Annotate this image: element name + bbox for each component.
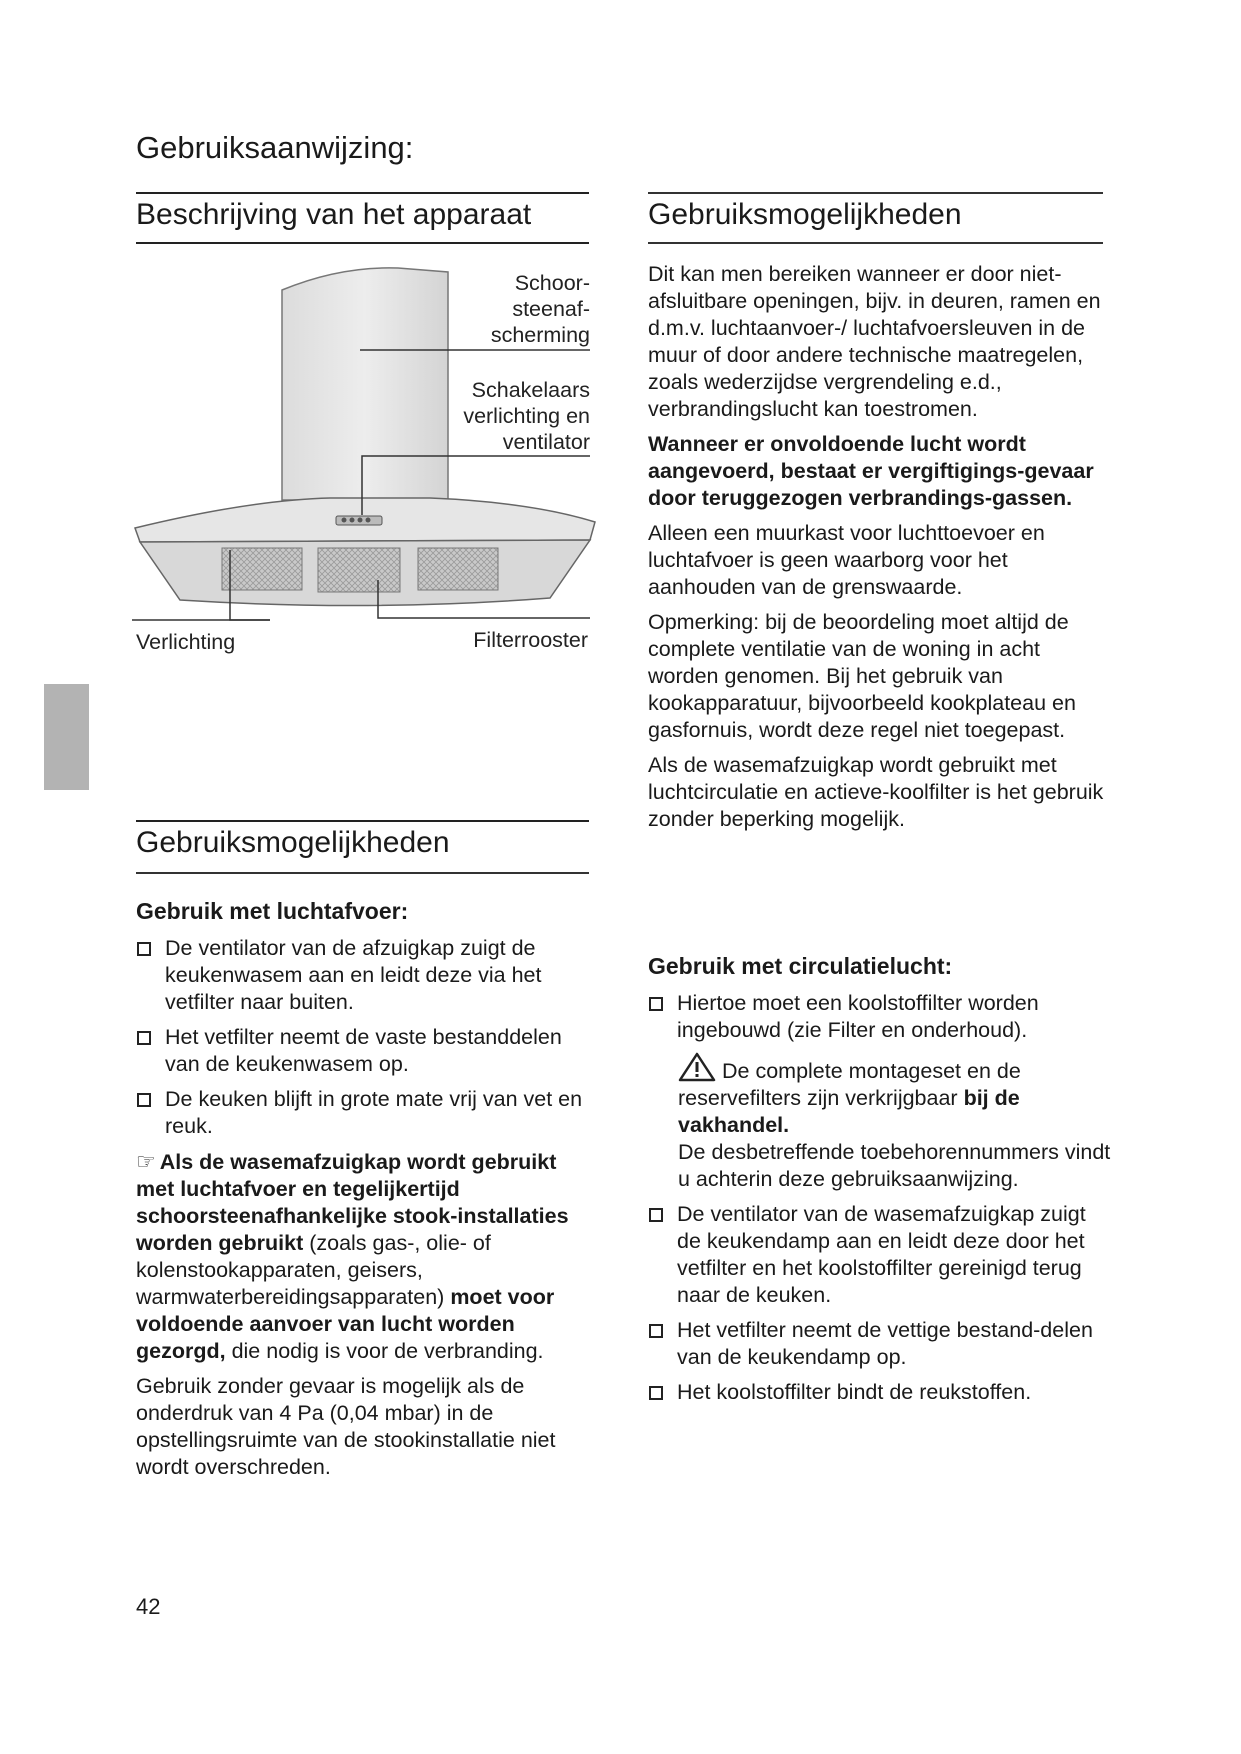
pointing-hand-icon: ☞ — [136, 1149, 156, 1174]
subheading-exhaust: Gebruik met luchtafvoer: — [136, 898, 409, 924]
list-item — [648, 1379, 1113, 1406]
list-item — [648, 1317, 1113, 1371]
subheading-circulation: Gebruik met circulatielucht: — [648, 953, 953, 979]
checkbox-bullet-icon — [137, 1093, 151, 1107]
page-title: Gebruiksaanwijzing: — [136, 130, 414, 165]
circ-item-text: Het vetfilter neemt de vettige bestand-delen van de keukendamp op. — [677, 1318, 1093, 1369]
list-item — [136, 1086, 596, 1140]
caution-text-1: De complete montageset en de reservefilters zijn verkrijgbaar — [678, 1059, 1021, 1110]
right-body-circulation — [648, 990, 1113, 1414]
circ-item-text: Hiertoe moet een koolstoffilter worden ingebouwd (zie Filter en onderhoud). — [677, 991, 1039, 1042]
note-normal-2: die nodig is voor de verbranding. — [225, 1339, 544, 1363]
list-item — [136, 935, 596, 1016]
rule-uses-bottom — [136, 872, 589, 874]
circ-item-text: De ventilator van de wasemafzuigkap zuigt de keukendamp aan en leidt deze door het vetfilter en het koolstoffilter gereinigd terug naar de keuken. — [677, 1202, 1086, 1307]
label-chimney-cover — [420, 270, 590, 348]
caution-block — [648, 1052, 1113, 1193]
label-lighting: Verlichting — [136, 630, 236, 654]
paragraph-4: Als de wasemafzuigkap wordt gebruikt met luchtcirculatie en actieve-koolfilter is het gebruik zonder beperking mogelijk. — [648, 753, 1104, 831]
checkbox-bullet-icon — [649, 997, 663, 1011]
grease-filter-middle — [318, 548, 400, 592]
label-switches — [410, 377, 590, 455]
intro-paragraph: Dit kan men bereiken wanneer er door niet-afsluitbare openingen, bijv. in deuren, ramen en d.m.v. luchtaanvoer-/ luchtafvoersleuven in de muur of door andere technische maatregelen, zoals wederzijdse vergrendeling e.d., verbrandingslucht kan toestromen. — [648, 262, 1101, 421]
paragraph-2: Alleen een muurkast voor luchttoevoer en luchtafvoer is geen waarborg voor het aanhouden van de grenswaarde. — [648, 521, 1045, 599]
heading-uses-left: Gebruiksmogelijkheden — [136, 826, 450, 859]
paragraph-3: Opmerking: bij de beoordeling moet altijd de complete ventilatie van de woning in acht worden genomen. Bij het gebruik van kookapparatuur, bijvoorbeeld kookplateau en gasfornuis, wordt deze regel niet toegepast. — [648, 610, 1076, 742]
note-normal-1: (zoals gas-, olie- of kolenstookapparaten, geisers, warmwaterbereidingsapparaten) — [136, 1231, 491, 1309]
exhaust-item-text: De keuken blijft in grote mate vrij van vet en reuk. — [165, 1087, 583, 1138]
list-item — [648, 990, 1113, 1044]
rule-bottom-right — [648, 242, 1103, 244]
label-switches-line2: verlichting en — [463, 404, 590, 428]
grease-filter-right — [418, 548, 498, 590]
list-item — [648, 1201, 1113, 1309]
grease-filter-left — [222, 548, 302, 590]
note-bold-1: Als de wasemafzuigkap wordt gebruikt met luchtafvoer en tegelijkertijd schoorsteenafhankelijke stook-installaties worden gebruikt — [136, 1150, 569, 1255]
caution-text-2: De desbetreffende toebehorennummers vindt u achterin deze gebruiksaanwijzing. — [678, 1140, 1111, 1191]
label-switches-line3: ventilator — [502, 430, 590, 454]
heading-uses-right: Gebruiksmogelijkheden — [648, 198, 962, 231]
right-body — [648, 261, 1108, 841]
rule-top-left — [136, 192, 589, 194]
left-body — [136, 935, 596, 1489]
rule-bottom-left — [136, 242, 589, 244]
label-chimney-line3: scherming — [490, 323, 590, 347]
page-number: 42 — [136, 1594, 161, 1619]
checkbox-bullet-icon — [649, 1324, 663, 1338]
checkbox-bullet-icon — [137, 942, 151, 956]
checkbox-bullet-icon — [137, 1031, 151, 1045]
heading-description: Beschrijving van het apparaat — [136, 198, 532, 231]
closing-paragraph: Gebruik zonder gevaar is mogelijk als de onderdruk van 4 Pa (0,04 mbar) in de opstellingsruimte van de stookinstallatie niet wordt overschreden. — [136, 1374, 556, 1479]
rule-top-right — [648, 192, 1103, 194]
label-switches-line1: Schakelaars — [471, 378, 590, 402]
exhaust-item-text: De ventilator van de afzuigkap zuigt de keukenwasem aan en leidt deze via het vetfilter naar buiten. — [165, 936, 542, 1014]
checkbox-bullet-icon — [649, 1208, 663, 1222]
label-chimney-line1: Schoor- — [514, 271, 590, 295]
warning-triangle-icon — [678, 1052, 716, 1082]
label-filter-grille: Filterrooster — [473, 628, 588, 652]
label-chimney-line2: steenaf- — [512, 297, 590, 321]
note-paragraph — [136, 1148, 596, 1365]
section-tab-marker — [44, 684, 89, 790]
rule-uses-top — [136, 820, 589, 822]
note-bold-2: moet voor voldoende aanvoer van lucht worden gezorgd, — [136, 1285, 555, 1363]
caution-bold: bij de vakhandel. — [678, 1086, 1020, 1137]
warning-paragraph: Wanneer er onvoldoende lucht wordt aangevoerd, bestaat er vergiftigings-gevaar door teruggezogen verbrandings-gassen. — [648, 432, 1094, 510]
checkbox-bullet-icon — [649, 1386, 663, 1400]
circ-item-text: Het koolstoffilter bindt de reukstoffen. — [677, 1380, 1032, 1404]
exhaust-item-text: Het vetfilter neemt de vaste bestanddelen van de keukenwasem op. — [165, 1025, 562, 1076]
list-item — [136, 1024, 596, 1078]
